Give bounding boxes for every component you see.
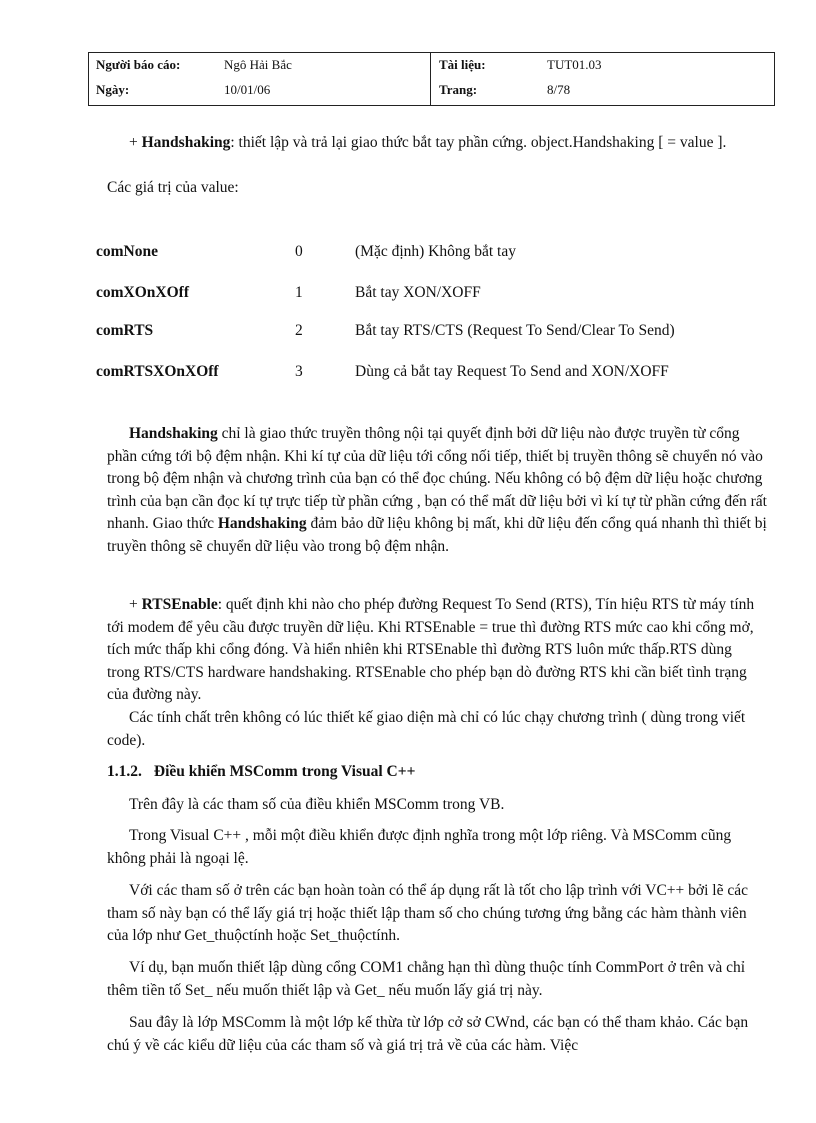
- value-description: Bắt tay XON/XOFF: [355, 284, 481, 301]
- value-number: 3: [295, 363, 303, 380]
- handshaking-term: Handshaking: [141, 134, 231, 151]
- date-label: Ngày:: [96, 82, 130, 97]
- value-name: comXOnXOff: [96, 284, 189, 301]
- note-paragraph: Các tính chất trên không có lúc thiết kế giao diện mà chỉ có lúc chạy chương trình ( dùng trong viết code).: [107, 709, 746, 749]
- document-value: TUT01.03: [547, 57, 602, 72]
- rtsenable-term: RTSEnable: [141, 596, 218, 613]
- value-row: [96, 361, 776, 383]
- body-paragraph: Trên đây là các tham số của điều khiển MSComm trong VB.: [129, 796, 505, 813]
- value-description: Dùng cả bắt tay Request To Send and XON/XOFF: [355, 363, 669, 380]
- reporter-value: Ngô Hải Bắc: [224, 57, 292, 72]
- value-row: [96, 320, 776, 342]
- handshaking-intro: + Handshaking: thiết lập và trả lại giao thức bắt tay phần cứng. object.Handshaking [ = value ].: [129, 134, 727, 151]
- value-name: comRTS: [96, 322, 154, 339]
- values-title: Các giá trị của value:: [107, 179, 239, 196]
- value-number: 2: [295, 322, 303, 339]
- value-name: comRTSXOnXOff: [96, 363, 219, 380]
- value-number: 1: [295, 284, 303, 301]
- value-description: Bắt tay RTS/CTS (Request To Send/Clear To Send): [355, 322, 675, 339]
- page-value: 8/78: [547, 82, 571, 97]
- document-header: [88, 52, 775, 106]
- handshaking-term: Handshaking: [129, 425, 218, 442]
- rtsenable-paragraph: + RTSEnable: quết định khi nào cho phép đường Request To Send (RTS), Tín hiệu RTS từ máy tính tới modem để yêu cầu được truyền dữ liệu. Khi RTSEnable = true thì đường RTS mức cao khi cổng mở, tích mức thấp khi cổng đóng. Và hiển nhiên khi RTSEnable thì đường RTS luôn mức thấp.RTS dùng trong RTS/CTS hardware handshaking. RTSEnable cho phép bạn dò đường RTS khi cần biết tình trạng của đường này.: [107, 596, 755, 703]
- section-heading: [107, 761, 415, 783]
- header-divider: [430, 52, 431, 106]
- document-label: Tài liệu:: [439, 57, 486, 72]
- value-row: [96, 282, 776, 304]
- value-description: (Mặc định) Không bắt tay: [355, 243, 516, 260]
- value-row: [96, 241, 776, 263]
- date-value: 10/01/06: [224, 82, 271, 97]
- value-name: comNone: [96, 243, 158, 260]
- section-number: 1.1.2.: [107, 763, 142, 780]
- handshaking-paragraph: Handshaking chỉ là giao thức truyền thông nội tại quyết định bởi dữ liệu nào được truyền từ cổng phần cứng tới bộ đệm nhận. Khi kí tự của dữ liệu tới cổng nối tiếp, thiết bị truyền thông sẽ chuyển nó vào trong bộ đệm nhận và chương trình của bạn có thể đọc chúng. Nếu không có bộ đệm dữ liệu hoặc chương trình của bạn cần đọc kí tự trực tiếp từ phần cứng , bạn có thể mất dữ liệu bởi vì kí tự từ phần cứng đến rất nhanh. Giao thức Handshaking đảm bảo dữ liệu không bị mất, khi dữ liệu đến cổng quá nhanh thì thiết bị truyền thông sẽ chuyển dữ liệu vào trong bộ đệm nhận.: [107, 425, 767, 555]
- page-label: Trang:: [439, 82, 478, 97]
- handshaking-term: Handshaking: [217, 515, 307, 532]
- reporter-label: Người báo cáo:: [96, 57, 181, 72]
- body-paragraph: Sau đây là lớp MSComm là một lớp kế thừa từ lớp cở sở CWnd, các bạn có thể tham khảo. Các bạn chú ý về các kiểu dữ liệu của các tham số và giá trị trả về của các hàm. Việc: [107, 1014, 749, 1054]
- value-number: 0: [295, 243, 303, 260]
- body-paragraph: Trong Visual C++ , mỗi một điều khiển được định nghĩa trong một lớp riêng. Và MSComm cũng không phải là ngoại lệ.: [107, 827, 732, 867]
- body-paragraph: Ví dụ, bạn muốn thiết lập dùng cổng COM1 chẳng hạn thì dùng thuộc tính CommPort ở trên và chỉ thêm tiền tố Set_ nếu muốn thiết lập và Get_ nếu muốn lấy giá trị này.: [107, 959, 746, 999]
- section-title: Điều khiển MSComm trong Visual C++: [153, 763, 416, 780]
- body-paragraph: Với các tham số ở trên các bạn hoàn toàn có thể áp dụng rất là tốt cho lập trình với VC++ bởi lẽ các tham số này bạn có thể lấy giá trị hoặc thiết lập tham số cho chúng tương ứng bằng các hàm thành viên của lớp như Get_thuộctính hoặc Set_thuộctính.: [107, 882, 748, 944]
